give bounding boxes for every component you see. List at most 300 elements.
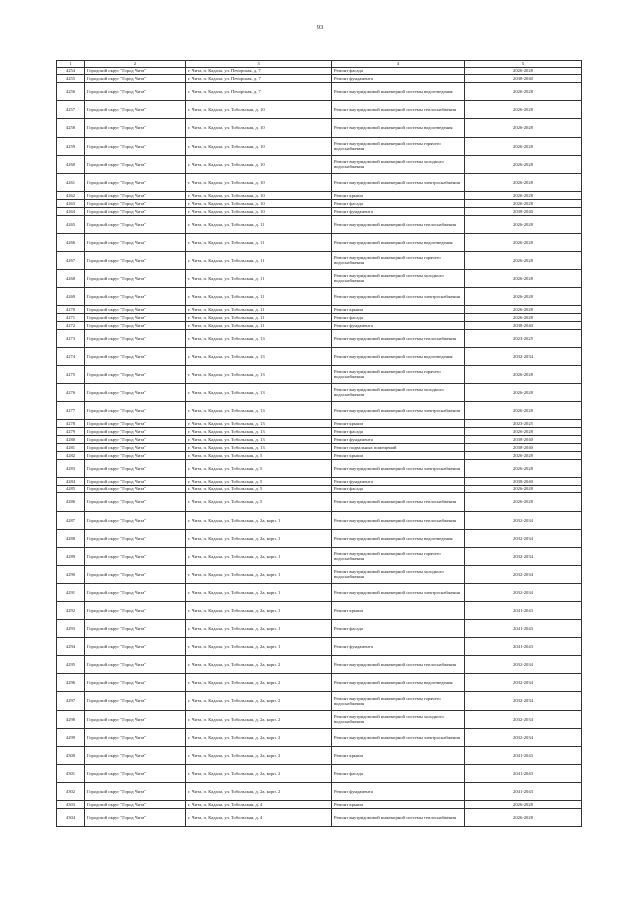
address-cell: г. Чита, п. Кадала, ул. Тобольская, д. 13 (186, 347, 332, 365)
row-number-cell: 4266 (57, 233, 85, 251)
work-type-cell: Ремонт внутридомовой инженерной системы горячего водоснабжения (332, 692, 465, 710)
address-cell: г. Чита, п. Кадала, ул. Тобольская, д. 2а, корп. 1 (186, 529, 332, 547)
municipality-cell: Городской округ "Город Чита" (85, 305, 186, 313)
work-type-cell: Ремонт фундамента (332, 638, 465, 656)
table-row (57, 656, 582, 674)
table-row (57, 485, 582, 493)
table-row (57, 451, 582, 459)
municipality-cell: Городской округ "Город Чита" (85, 565, 186, 583)
period-cell: 2041-2043 (465, 746, 582, 764)
municipality-cell: Городской округ "Город Чита" (85, 801, 186, 809)
table-row (57, 638, 582, 656)
table-row (57, 547, 582, 565)
work-type-cell: Ремонт фундамента (332, 477, 465, 485)
municipality-cell: Городской округ "Город Чита" (85, 710, 186, 728)
work-type-cell: Ремонт крыши (332, 305, 465, 313)
address-cell: г. Чита, п. Кадала, ул. Тобольская, д. 2а, корп. 2 (186, 728, 332, 746)
table-row (57, 420, 582, 428)
table-row (57, 101, 582, 119)
table-row (57, 75, 582, 83)
work-type-cell: Ремонт фундамента (332, 321, 465, 329)
period-cell: 2032-2034 (465, 692, 582, 710)
row-number-cell: 4281 (57, 443, 85, 451)
work-type-cell: Ремонт внутридомовой инженерной системы холодного водоснабжения (332, 383, 465, 401)
row-number-cell: 4300 (57, 746, 85, 764)
address-cell: г. Чита, п. Кадала, ул. Тобольская, д. 13 (186, 435, 332, 443)
municipality-cell: Городской округ "Город Чита" (85, 459, 186, 477)
period-cell: 2026-2028 (465, 451, 582, 459)
work-type-cell: Ремонт внутридомовой инженерной системы водоотведения (332, 119, 465, 137)
work-type-cell: Ремонт внутридомовой инженерной системы горячего водоснабжения (332, 547, 465, 565)
row-number-cell: 4302 (57, 782, 85, 800)
table-row (57, 583, 582, 601)
row-number-cell: 4277 (57, 402, 85, 420)
period-cell: 2038-2040 (465, 443, 582, 451)
row-number-cell: 4260 (57, 155, 85, 173)
municipality-cell: Городской округ "Город Чита" (85, 75, 186, 83)
work-type-cell: Ремонт внутридомовой инженерной системы горячего водоснабжения (332, 251, 465, 269)
row-number-cell: 4257 (57, 101, 85, 119)
period-cell: 2026-2028 (465, 801, 582, 809)
row-number-cell: 4268 (57, 269, 85, 287)
work-type-cell: Ремонт крыши (332, 420, 465, 428)
period-cell: 2032-2034 (465, 728, 582, 746)
row-number-cell: 4298 (57, 710, 85, 728)
period-cell: 2026-2028 (465, 173, 582, 191)
work-type-cell: Ремонт фасада (332, 764, 465, 782)
work-type-cell: Ремонт внутридомовой инженерной системы электроснабжения (332, 173, 465, 191)
work-type-cell: Ремонт фасада (332, 67, 465, 75)
address-cell: г. Чита, п. Кадала, ул. Тобольская, д. 4 (186, 801, 332, 809)
period-cell: 2041-2043 (465, 782, 582, 800)
row-number-cell: 4296 (57, 674, 85, 692)
address-cell: г. Чита, п. Кадала, ул. Тобольская, д. 11 (186, 287, 332, 305)
table-row (57, 443, 582, 451)
table-row (57, 728, 582, 746)
address-cell: г. Чита, п. Кадала, ул. Печорская, д. 7 (186, 83, 332, 101)
municipality-cell: Городской округ "Город Чита" (85, 656, 186, 674)
row-number-cell: 4287 (57, 511, 85, 529)
work-type-cell: Ремонт внутридомовой инженерной системы теплоснабжения (332, 215, 465, 233)
address-cell: г. Чита, п. Кадала, ул. Тобольская, д. 5 (186, 493, 332, 511)
period-cell: 2026-2028 (465, 269, 582, 287)
period-cell: 2032-2034 (465, 710, 582, 728)
municipality-cell: Городской округ "Город Чита" (85, 251, 186, 269)
table-row (57, 602, 582, 620)
address-cell: г. Чита, п. Кадала, ул. Тобольская, д. 2а, корп. 2 (186, 746, 332, 764)
row-number-cell: 4286 (57, 493, 85, 511)
address-cell: г. Чита, п. Кадала, ул. Тобольская, д. 2а, корп. 1 (186, 511, 332, 529)
municipality-cell: Городской округ "Город Чита" (85, 155, 186, 173)
period-cell: 2032-2034 (465, 511, 582, 529)
table-row (57, 435, 582, 443)
municipality-cell: Городской округ "Город Чита" (85, 511, 186, 529)
row-number-cell: 4294 (57, 638, 85, 656)
work-type-cell: Ремонт внутридомовой инженерной системы холодного водоснабжения (332, 155, 465, 173)
row-number-cell: 4284 (57, 477, 85, 485)
row-number-cell: 4270 (57, 305, 85, 313)
municipality-cell: Городской округ "Город Чита" (85, 620, 186, 638)
municipality-cell: Городской округ "Город Чита" (85, 493, 186, 511)
municipality-cell: Городской округ "Город Чита" (85, 83, 186, 101)
period-cell: 2026-2028 (465, 459, 582, 477)
municipality-cell: Городской округ "Город Чита" (85, 383, 186, 401)
table-row (57, 620, 582, 638)
row-number-cell: 4292 (57, 602, 85, 620)
table-row (57, 511, 582, 529)
work-type-cell: Ремонт фасада (332, 199, 465, 207)
address-cell: г. Чита, п. Кадала, ул. Тобольская, д. 10 (186, 207, 332, 215)
municipality-cell: Городской округ "Город Чита" (85, 199, 186, 207)
municipality-cell: Городской округ "Город Чита" (85, 67, 186, 75)
work-type-cell: Ремонт фасада (332, 485, 465, 493)
municipality-cell: Городской округ "Город Чита" (85, 428, 186, 436)
work-type-cell: Ремонт фундамента (332, 435, 465, 443)
period-cell: 2026-2028 (465, 199, 582, 207)
municipality-cell: Городской округ "Город Чита" (85, 451, 186, 459)
municipality-cell: Городской округ "Город Чита" (85, 477, 186, 485)
municipality-cell: Городской округ "Город Чита" (85, 207, 186, 215)
municipality-cell: Городской округ "Город Чита" (85, 287, 186, 305)
work-type-cell: Ремонт подвальных помещений (332, 443, 465, 451)
row-number-cell: 4263 (57, 199, 85, 207)
period-cell: 2026-2028 (465, 287, 582, 305)
period-cell: 2026-2028 (465, 428, 582, 436)
municipality-cell: Городской округ "Город Чита" (85, 137, 186, 155)
municipality-cell: Городской округ "Город Чита" (85, 529, 186, 547)
table-row (57, 459, 582, 477)
address-cell: г. Чита, п. Кадала, ул. Тобольская, д. 13 (186, 329, 332, 347)
work-type-cell: Ремонт внутридомовой инженерной системы водоотведения (332, 233, 465, 251)
municipality-cell: Городской округ "Город Чита" (85, 746, 186, 764)
address-cell: г. Чита, п. Кадала, ул. Тобольская, д. 5 (186, 451, 332, 459)
period-cell: 2026-2028 (465, 365, 582, 383)
table-row (57, 305, 582, 313)
address-cell: г. Чита, п. Кадала, ул. Тобольская, д. 4 (186, 808, 332, 826)
address-cell: г. Чита, п. Кадала, ул. Тобольская, д. 5 (186, 477, 332, 485)
municipality-cell: Городской округ "Город Чита" (85, 443, 186, 451)
row-number-cell: 4254 (57, 67, 85, 75)
address-cell: г. Чита, п. Кадала, ул. Тобольская, д. 11 (186, 305, 332, 313)
period-cell: 2041-2043 (465, 602, 582, 620)
work-type-cell: Ремонт внутридомовой инженерной системы электроснабжения (332, 583, 465, 601)
table-row (57, 383, 582, 401)
table-row (57, 428, 582, 436)
municipality-cell: Городской округ "Город Чита" (85, 485, 186, 493)
period-cell: 2032-2034 (465, 529, 582, 547)
municipality-cell: Городской округ "Город Чита" (85, 674, 186, 692)
municipality-cell: Городской округ "Город Чита" (85, 602, 186, 620)
period-cell: 2038-2040 (465, 75, 582, 83)
work-type-cell: Ремонт фасада (332, 428, 465, 436)
work-type-cell: Ремонт внутридомовой инженерной системы водоотведения (332, 347, 465, 365)
row-number-cell: 4259 (57, 137, 85, 155)
work-type-cell: Ремонт внутридомовой инженерной системы водоотведения (332, 529, 465, 547)
row-number-cell: 4290 (57, 565, 85, 583)
table-body (57, 61, 582, 827)
work-type-cell: Ремонт внутридомовой инженерной системы холодного водоснабжения (332, 269, 465, 287)
work-type-cell: Ремонт внутридомовой инженерной системы теплоснабжения (332, 511, 465, 529)
period-cell: 2026-2028 (465, 402, 582, 420)
period-cell: 2038-2040 (465, 435, 582, 443)
table-row (57, 402, 582, 420)
municipality-cell: Городской округ "Город Чита" (85, 583, 186, 601)
row-number-cell: 4258 (57, 119, 85, 137)
table-row (57, 746, 582, 764)
table-row (57, 347, 582, 365)
period-cell: 2026-2028 (465, 215, 582, 233)
municipality-cell: Городской округ "Город Чита" (85, 435, 186, 443)
row-number-cell: 4303 (57, 801, 85, 809)
table-row (57, 83, 582, 101)
period-cell: 2023-2025 (465, 420, 582, 428)
work-type-cell: Ремонт фундамента (332, 782, 465, 800)
work-type-cell: Ремонт внутридомовой инженерной системы водоотведения (332, 674, 465, 692)
work-type-cell: Ремонт внутридомовой инженерной системы теплоснабжения (332, 101, 465, 119)
table-row (57, 173, 582, 191)
table-row (57, 801, 582, 809)
table-row (57, 67, 582, 75)
table-row (57, 137, 582, 155)
page-number: 93 (316, 24, 324, 31)
period-cell: 2026-2028 (465, 83, 582, 101)
table-row (57, 565, 582, 583)
period-cell: 2026-2028 (465, 67, 582, 75)
municipality-cell: Городской округ "Город Чита" (85, 119, 186, 137)
row-number-cell: 4265 (57, 215, 85, 233)
period-cell: 2023-2025 (465, 329, 582, 347)
period-cell: 2038-2040 (465, 321, 582, 329)
address-cell: г. Чита, п. Кадала, ул. Тобольская, д. 13 (186, 383, 332, 401)
table-row (57, 764, 582, 782)
period-cell: 2026-2028 (465, 251, 582, 269)
work-type-cell: Ремонт крыши (332, 602, 465, 620)
address-cell: г. Чита, п. Кадала, ул. Тобольская, д. 10 (186, 199, 332, 207)
row-number-cell: 4293 (57, 620, 85, 638)
period-cell: 2026-2028 (465, 305, 582, 313)
municipality-cell: Городской округ "Город Чита" (85, 347, 186, 365)
header-cell: 4 (332, 61, 465, 68)
work-type-cell: Ремонт крыши (332, 451, 465, 459)
municipality-cell: Городской округ "Город Чита" (85, 313, 186, 321)
address-cell: г. Чита, п. Кадала, ул. Тобольская, д. 2а, корп. 1 (186, 602, 332, 620)
work-type-cell: Ремонт внутридомовой инженерной системы теплоснабжения (332, 808, 465, 826)
work-type-cell: Ремонт внутридомовой инженерной системы электроснабжения (332, 459, 465, 477)
municipality-cell: Городской округ "Город Чита" (85, 329, 186, 347)
period-cell: 2026-2028 (465, 119, 582, 137)
period-cell: 2038-2040 (465, 207, 582, 215)
period-cell: 2032-2034 (465, 565, 582, 583)
row-number-cell: 4274 (57, 347, 85, 365)
table-row (57, 808, 582, 826)
municipality-cell: Городской округ "Город Чита" (85, 321, 186, 329)
address-cell: г. Чита, п. Кадала, ул. Тобольская, д. 2а, корп. 2 (186, 764, 332, 782)
work-type-cell: Ремонт фасада (332, 620, 465, 638)
row-number-cell: 4291 (57, 583, 85, 601)
address-cell: г. Чита, п. Кадала, ул. Тобольская, д. 10 (186, 137, 332, 155)
municipality-cell: Городской округ "Город Чита" (85, 692, 186, 710)
table-row (57, 233, 582, 251)
address-cell: г. Чита, п. Кадала, ул. Тобольская, д. 5 (186, 459, 332, 477)
header-cell: 2 (85, 61, 186, 68)
work-type-cell: Ремонт внутридомовой инженерной системы холодного водоснабжения (332, 565, 465, 583)
address-cell: г. Чита, п. Кадала, ул. Тобольская, д. 11 (186, 321, 332, 329)
table-row (57, 329, 582, 347)
table-row (57, 215, 582, 233)
row-number-cell: 4272 (57, 321, 85, 329)
row-number-cell: 4285 (57, 485, 85, 493)
row-number-cell: 4280 (57, 435, 85, 443)
header-cell: 3 (186, 61, 332, 68)
row-number-cell: 4283 (57, 459, 85, 477)
municipality-cell: Городской округ "Город Чита" (85, 638, 186, 656)
address-cell: г. Чита, п. Кадала, ул. Тобольская, д. 11 (186, 251, 332, 269)
work-type-cell: Ремонт внутридомовой инженерной системы горячего водоснабжения (332, 137, 465, 155)
address-cell: г. Чита, п. Кадала, ул. Тобольская, д. 13 (186, 428, 332, 436)
address-cell: г. Чита, п. Кадала, ул. Тобольская, д. 5 (186, 485, 332, 493)
row-number-cell: 4267 (57, 251, 85, 269)
work-type-cell: Ремонт внутридомовой инженерной системы теплоснабжения (332, 329, 465, 347)
header-cell: 1 (57, 61, 85, 68)
table-row (57, 365, 582, 383)
address-cell: г. Чита, п. Кадала, ул. Тобольская, д. 2а, корп. 1 (186, 583, 332, 601)
address-cell: г. Чита, п. Кадала, ул. Тобольская, д. 13 (186, 402, 332, 420)
work-type-cell: Ремонт фасада (332, 313, 465, 321)
table-row (57, 477, 582, 485)
address-cell: г. Чита, п. Кадала, ул. Тобольская, д. 2а, корп. 1 (186, 547, 332, 565)
period-cell: 2038-2040 (465, 477, 582, 485)
table-row (57, 782, 582, 800)
period-cell: 2026-2028 (465, 137, 582, 155)
table-row (57, 692, 582, 710)
period-cell: 2026-2028 (465, 493, 582, 511)
period-cell: 2026-2028 (465, 383, 582, 401)
row-number-cell: 4297 (57, 692, 85, 710)
table-row (57, 251, 582, 269)
work-type-cell: Ремонт внутридомовой инженерной системы электроснабжения (332, 728, 465, 746)
period-cell: 2026-2028 (465, 485, 582, 493)
table-row (57, 207, 582, 215)
table-row (57, 191, 582, 199)
address-cell: г. Чита, п. Кадала, ул. Тобольская, д. 2а, корп. 2 (186, 656, 332, 674)
address-cell: г. Чита, п. Кадала, ул. Тобольская, д. 11 (186, 313, 332, 321)
municipality-cell: Городской округ "Город Чита" (85, 764, 186, 782)
period-cell: 2026-2028 (465, 191, 582, 199)
address-cell: г. Чита, п. Кадала, ул. Тобольская, д. 10 (186, 191, 332, 199)
period-cell: 2032-2034 (465, 347, 582, 365)
address-cell: г. Чита, п. Кадала, ул. Тобольская, д. 10 (186, 119, 332, 137)
address-cell: г. Чита, п. Кадала, ул. Тобольская, д. 2а, корп. 1 (186, 620, 332, 638)
period-cell: 2026-2028 (465, 808, 582, 826)
row-number-cell: 4295 (57, 656, 85, 674)
work-type-cell: Ремонт фундамента (332, 207, 465, 215)
row-number-cell: 4262 (57, 191, 85, 199)
period-cell: 2032-2034 (465, 583, 582, 601)
table-row (57, 287, 582, 305)
row-number-cell: 4273 (57, 329, 85, 347)
period-cell: 2032-2034 (465, 674, 582, 692)
address-cell: г. Чита, п. Кадала, ул. Тобольская, д. 13 (186, 443, 332, 451)
row-number-cell: 4261 (57, 173, 85, 191)
table-row (57, 313, 582, 321)
row-number-cell: 4289 (57, 547, 85, 565)
municipality-cell: Городской округ "Город Чита" (85, 215, 186, 233)
municipality-cell: Городской округ "Город Чита" (85, 402, 186, 420)
table-row (57, 710, 582, 728)
row-number-cell: 4256 (57, 83, 85, 101)
work-type-cell: Ремонт внутридомовой инженерной системы горячего водоснабжения (332, 365, 465, 383)
row-number-cell: 4304 (57, 808, 85, 826)
table-row (57, 119, 582, 137)
municipality-cell: Городской округ "Город Чита" (85, 782, 186, 800)
work-type-cell: Ремонт внутридомовой инженерной системы теплоснабжения (332, 656, 465, 674)
municipality-cell: Городской округ "Город Чита" (85, 365, 186, 383)
address-cell: г. Чита, п. Кадала, ул. Печорская, д. 7 (186, 67, 332, 75)
municipality-cell: Городской округ "Город Чита" (85, 101, 186, 119)
address-cell: г. Чита, п. Кадала, ул. Тобольская, д. 2а, корп. 2 (186, 692, 332, 710)
table-row (57, 674, 582, 692)
work-type-cell: Ремонт внутридомовой инженерной системы электроснабжения (332, 402, 465, 420)
period-cell: 2026-2028 (465, 233, 582, 251)
period-cell: 2041-2043 (465, 638, 582, 656)
address-cell: г. Чита, п. Кадала, ул. Тобольская, д. 10 (186, 101, 332, 119)
address-cell: г. Чита, п. Кадала, ул. Тобольская, д. 11 (186, 215, 332, 233)
row-number-cell: 4264 (57, 207, 85, 215)
period-cell: 2041-2043 (465, 764, 582, 782)
address-cell: г. Чита, п. Кадала, ул. Тобольская, д. 2а, корп. 2 (186, 710, 332, 728)
address-cell: г. Чита, п. Кадала, ул. Тобольская, д. 13 (186, 420, 332, 428)
municipality-cell: Городской округ "Город Чита" (85, 233, 186, 251)
work-type-cell: Ремонт внутридомовой инженерной системы холодного водоснабжения (332, 710, 465, 728)
period-cell: 2032-2034 (465, 656, 582, 674)
address-cell: г. Чита, п. Кадала, ул. Тобольская, д. 2а, корп. 1 (186, 565, 332, 583)
row-number-cell: 4276 (57, 383, 85, 401)
table-row (57, 493, 582, 511)
address-cell: г. Чита, п. Кадала, ул. Тобольская, д. 2а, корп. 2 (186, 674, 332, 692)
row-number-cell: 4275 (57, 365, 85, 383)
row-number-cell: 4288 (57, 529, 85, 547)
period-cell: 2032-2034 (465, 547, 582, 565)
table-row (57, 321, 582, 329)
address-cell: г. Чита, п. Кадала, ул. Тобольская, д. 11 (186, 233, 332, 251)
row-number-cell: 4282 (57, 451, 85, 459)
work-type-cell: Ремонт внутридомовой инженерной системы электроснабжения (332, 287, 465, 305)
row-number-cell: 4269 (57, 287, 85, 305)
address-cell: г. Чита, п. Кадала, ул. Тобольская, д. 10 (186, 173, 332, 191)
municipality-cell: Городской округ "Город Чита" (85, 808, 186, 826)
work-type-cell: Ремонт внутридомовой инженерной системы водоотведения (332, 83, 465, 101)
period-cell: 2026-2028 (465, 155, 582, 173)
table-row (57, 529, 582, 547)
municipality-cell: Городской округ "Город Чита" (85, 173, 186, 191)
row-number-cell: 4271 (57, 313, 85, 321)
address-cell: г. Чита, п. Кадала, ул. Печорская, д. 7 (186, 75, 332, 83)
row-number-cell: 4255 (57, 75, 85, 83)
municipality-cell: Городской округ "Город Чита" (85, 269, 186, 287)
table-row (57, 199, 582, 207)
row-number-cell: 4279 (57, 428, 85, 436)
header-cell: 5 (465, 61, 582, 68)
address-cell: г. Чита, п. Кадала, ул. Тобольская, д. 2а, корп. 2 (186, 782, 332, 800)
row-number-cell: 4278 (57, 420, 85, 428)
period-cell: 2026-2028 (465, 313, 582, 321)
work-type-cell: Ремонт внутридомовой инженерной системы теплоснабжения (332, 493, 465, 511)
period-cell: 2026-2028 (465, 101, 582, 119)
period-cell: 2041-2043 (465, 620, 582, 638)
municipality-cell: Городской округ "Город Чита" (85, 420, 186, 428)
work-type-cell: Ремонт крыши (332, 191, 465, 199)
address-cell: г. Чита, п. Кадала, ул. Тобольская, д. 10 (186, 155, 332, 173)
